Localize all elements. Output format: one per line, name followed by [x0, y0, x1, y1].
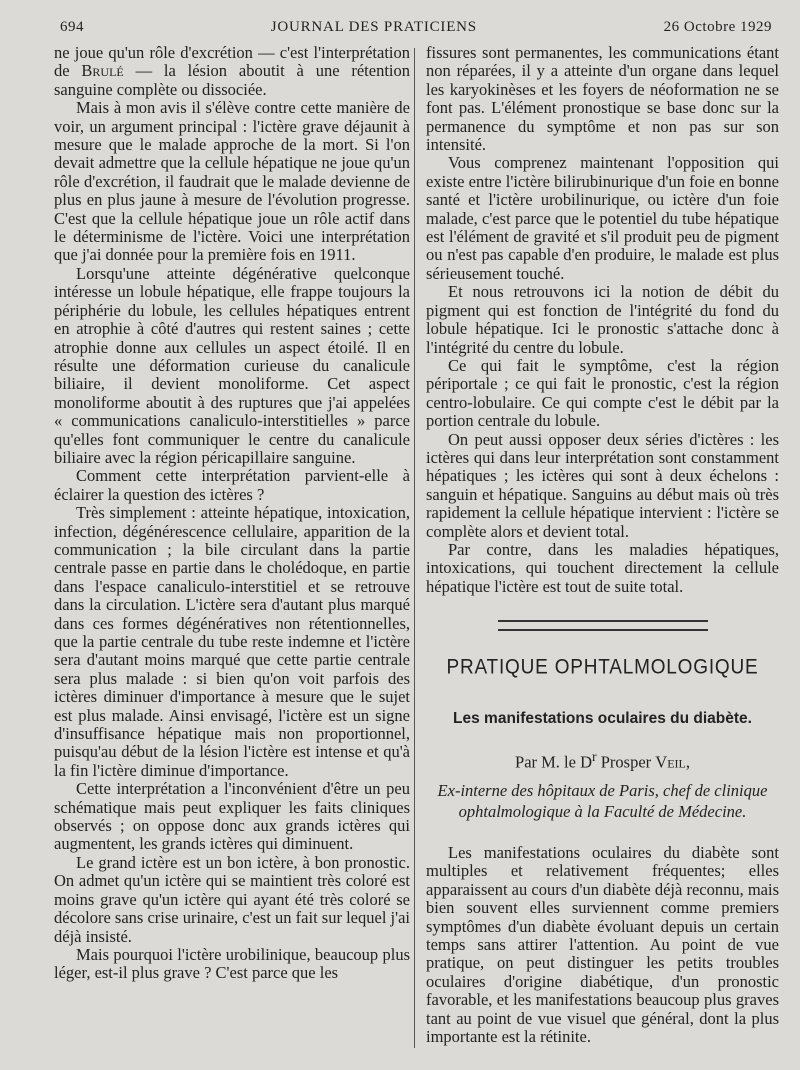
paragraph: Et nous retrouvons ici la notion de débit du pigment qui est fonction de l'intégrité du fond du lobule hépatique. Ici le pronostic s'attache donc à l'intégrité du centre du lobule. [426, 282, 779, 357]
author-name: Veil [655, 752, 686, 772]
paragraph: Par contre, dans les maladies hépatiques, intoxications, qui touchent directement la cellule hépatique l'ictère est tout de suite total. [426, 539, 779, 596]
author-affiliation: Ex-interne des hôpitaux de Paris, chef de clinique ophtalmologique à la Faculté de Médecine. [437, 780, 768, 821]
paragraph: ne joue qu'un rôle d'excrétion — c'est l'interprétation de Brulé — la lésion aboutit à une rétention sanguine complète ou dissociée. [54, 43, 410, 99]
paragraph: Lorsqu'une atteinte dégénérative quelconque intéresse un lobule hépatique, elle frappe toujours la périphérie du lobule, les cellules hépatiques entrent en atrophie à côté d'autres qui restent saines ; cette atrophie donne aux cellules un aspect étoilé. Il en résulte une déformation curieuse du canalicule biliaire, il devient monoliforme. Cet aspect monoliforme aboutit à des ruptures que j'ai appelées « communications canaliculo-interstitielles » parce qu'elles font communiquer le centre du canalicule biliaire avec la région péricapillaire sanguine. [54, 263, 410, 467]
author-name: Brulé [81, 61, 124, 81]
section-title: PRATIQUE OPHTALMOLOGIQUE [446, 655, 759, 680]
paragraph: Comment cette interprétation parvient-elle à éclairer la question des ictères ? [54, 466, 410, 504]
paragraph: Le grand ictère est un bon ictère, à bon pronostic. On admet qu'un ictère qui se maintient très coloré est moins grave qu'un ictère qui ayant été très coloré se décolore sans crise urinaire, c'est un fait sur lequel j'ai déjà insisté. [54, 852, 410, 946]
column-divider [414, 48, 415, 1048]
section-separator [498, 620, 708, 631]
page-header [60, 16, 772, 38]
paragraph: On peut aussi opposer deux séries d'ictères : les ictères qui dans leur interprétation sont constamment hépatiques ; les ictères qui sont à deux échelons : sanguin et hépatique. Sanguins au début mais où très rapidement la cellule hépatique intervient : l'ictère se complète alors et devient total. [426, 429, 779, 541]
page-number: 694 [60, 18, 84, 35]
byline: Par M. le $D^r$ Prosper Veil, [515, 749, 690, 772]
paragraph: fissures sont permanentes, les communications étant non réparées, il y a atteinte d'un organe dans lequel les karyokinèses et les foyers de néoformation ne se font pas. L'élément pronostique se base donc sur la permanence du symptôme et non pas sur son intensité. [426, 43, 779, 155]
right-column [426, 44, 779, 1046]
left-column [54, 44, 410, 983]
paragraph: Cette interprétation a l'inconvénient d'être un peu schématique mais peut expliquer les faits cliniques observés ; on oppose donc aux grands ictères qui augmentent, les grands ictères qui diminuent. [54, 779, 410, 854]
paragraph: Mais pourquoi l'ictère urobilinique, beaucoup plus léger, est-il plus grave ? C'est parce que les [54, 944, 410, 983]
paragraph: Mais à mon avis il s'élève contre cette manière de voir, un argument principal : l'ictère grave déjaunit à mesure que le malade approche de la mort. Si l'on devait admettre que la cellule hépatique ne joue qu'un rôle d'excrétion, il faudrait que le malade devienne de plus en plus jaune à mesure de l'évolution progresse. C'est que la cellule hépatique joue un rôle actif dans le déterminisme de l'ictère. Voici une interprétation que j'ai donnée pour la première fois en 1911. [54, 98, 410, 265]
paragraph: Ce qui fait le symptôme, c'est la région périportale ; ce qui fait le pronostic, c'est la région centro-lobulaire. Ce qui compte c'est le débit par la portion centrale du lobule. [426, 355, 779, 431]
paragraph: Les manifestations oculaires du diabète sont multiples et relativement fréquentes; elles apparaissent au cours d'un diabète déjà reconnu, mais bien souvent elles surviennent comme premiers symptômes d'un diabète évoluant depuis un certain temps sans attirer l'attention. Au point de vue pratique, on peut distinguer les petits troubles oculaires d'origine diabétique, d'un pronostic favorable, et les manifestations beaucoup plus graves tant au point de vue visuel que général, dont la plus importante est la rétinite. [426, 842, 780, 1046]
article-title: Les manifestations oculaires du diabète. [453, 709, 752, 727]
issue-date: 26 Octobre 1929 [663, 18, 772, 35]
paragraph: Très simplement : atteinte hépatique, intoxication, infection, dégénérescence cellulaire, apparition de la communication ; la bile circulant dans la partie centrale passe en partie dans le cholédoque, en partie dans l'espace canaliculo-interstitiel et se retrouve dans la circulation. L'ictère sera d'autant plus marqué dans ces formes dégénératives non rétentionnelles, que la partie centrale du tube reste indemne et l'ictère sera d'autant moins marqué que cette partie centrale sera plus malade : si bien qu'on voit parfois des ictères diminuer d'importance à mesure que le sujet est plus malade. Ainsi envisagé, l'ictère est un signe d'insuffisance hépatique mais non proportionnel, puisqu'au début de la lésion l'ictère est intense et qu'à la fin l'ictère diminue d'importance. [54, 503, 410, 780]
journal-title: JOURNAL DES PRATICIENS [270, 18, 477, 35]
paragraph: Vous comprenez maintenant l'opposition qui existe entre l'ictère bilirubinurique d'un foie en bonne santé et l'ictère urobilinurique, ou ictère d'un foie malade, c'est parce que le potentiel du tube hépatique est l'élément de gravité et s'il produit peu de pigment ou n'est pas capable d'en produire, le malade est plus sérieusement touché. [426, 153, 779, 283]
